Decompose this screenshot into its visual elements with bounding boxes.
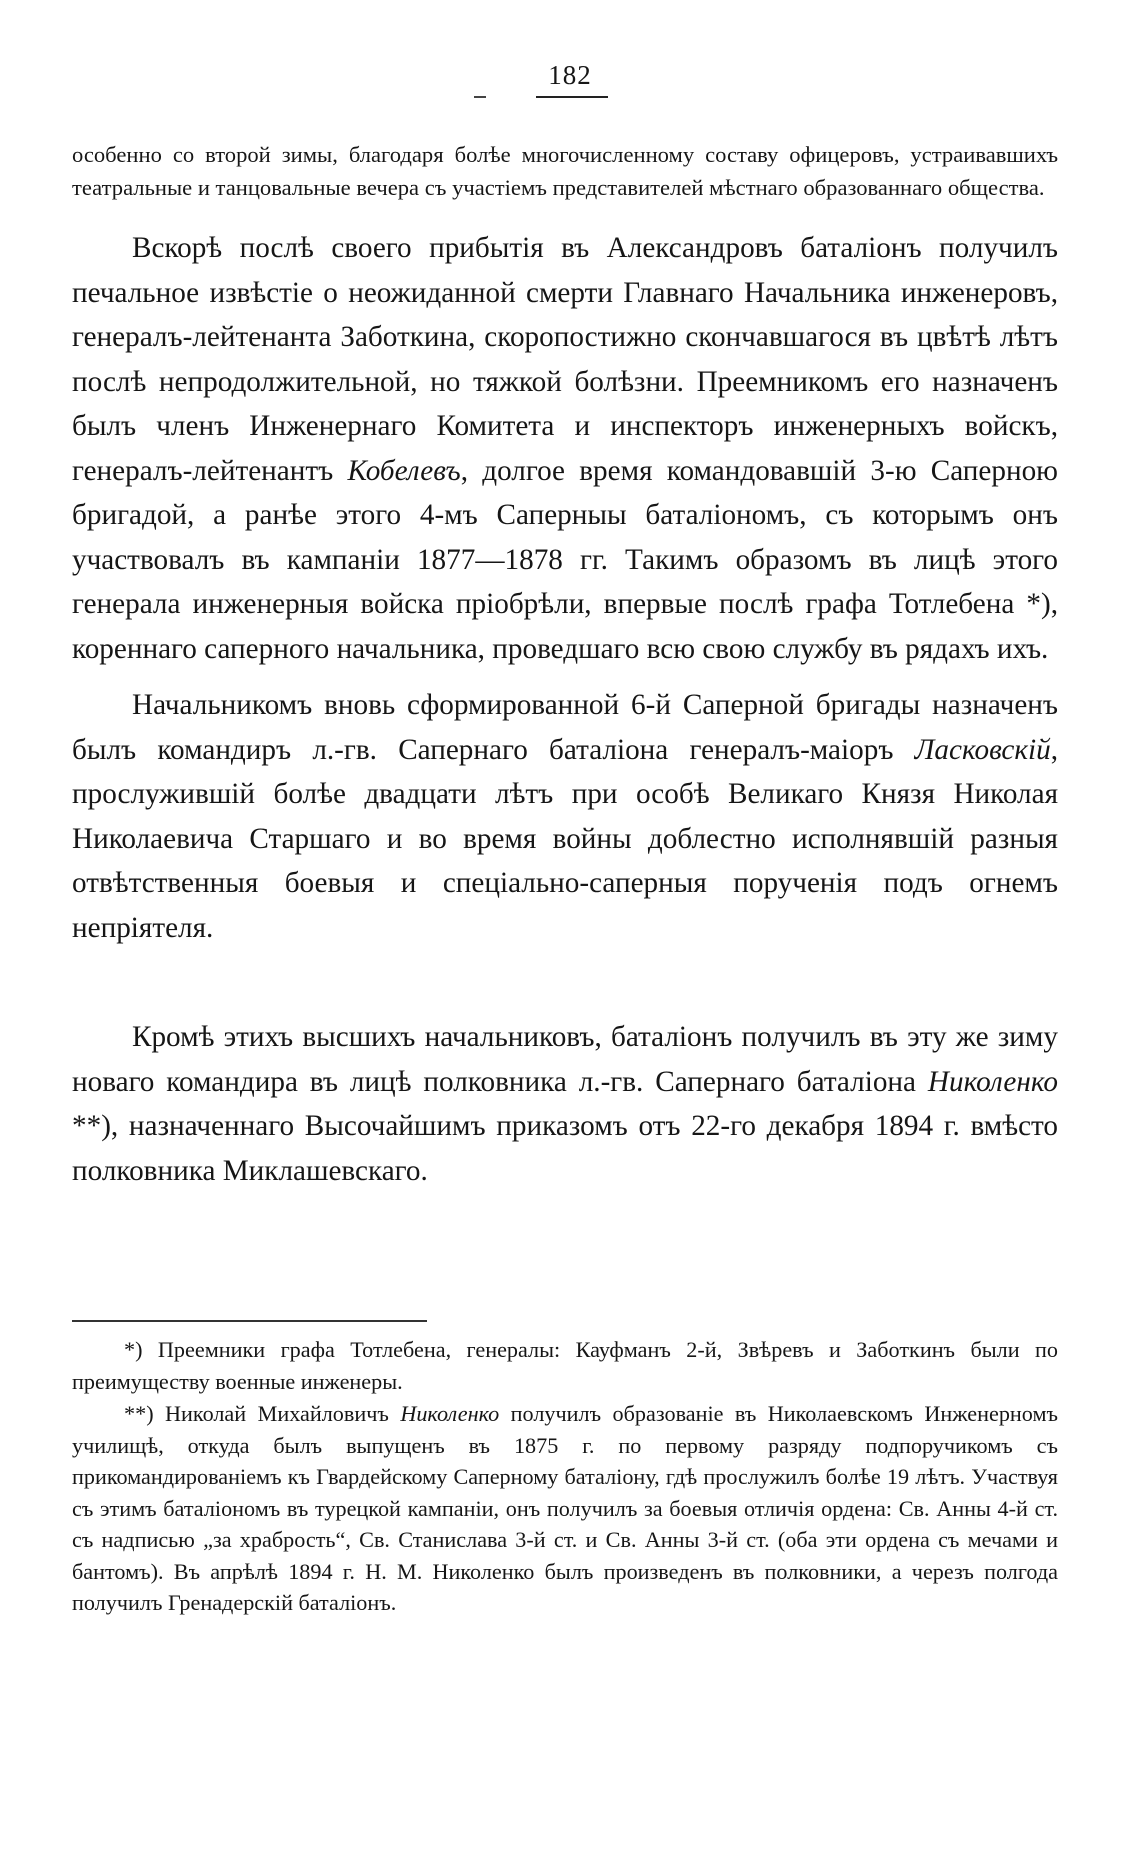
footnote-2 (72, 1398, 1058, 1619)
person-name-laskovsky: Ласковскій (914, 733, 1051, 766)
footnote-2-text-before: **) Николай Михайловичъ (124, 1401, 401, 1426)
paragraph-1-text-before: Вскорѣ послѣ своего прибытія въ Александровъ баталіонъ получилъ печальное извѣстіе о неожиданной смерти Главнаго Начальника инженеровъ, генералъ-лейтенанта Заботкина, скоропостижно скончавшагося въ цвѣтѣ лѣтъ послѣ непродолжительной, но тяжкой болѣзни. Преемникомъ его назначенъ былъ членъ Инженернаго Комитета и инспекторъ инженерныхъ войскъ, генералъ-лейтенантъ (72, 232, 1058, 487)
person-name-nikolenko: Николенко (927, 1065, 1058, 1098)
footnote-separator (72, 1320, 427, 1322)
paragraph-1-text-after: , долгое время командовавшій 3-ю Саперною бригадой, а ранѣе этого 4-мъ Саперныы баталіономъ, съ которымъ онъ участвовалъ въ кампаніи 1877—1878 гг. Такимъ образомъ въ лицѣ этого генерала инженерныя войска пріобрѣли, впервые послѣ графа Тотлебена *), кореннаго саперного начальника, проведшаго всю свою службу въ рядахъ ихъ. (72, 454, 1058, 665)
page-number: 182 (548, 60, 592, 90)
footnote-name-nikolenko: Николенко (400, 1401, 500, 1426)
person-name-kobelev: Кобелевъ (347, 454, 461, 487)
paragraph-3-text-before: Кромѣ этихъ высшихъ начальниковъ, баталіонъ получилъ въ эту же зиму новаго командира въ лицѣ полковника л.-гв. Сапернаго баталіона (72, 1021, 1058, 1098)
paragraph-2-text-before: Начальникомъ вновь сформированной 6-й Саперной бригады назначенъ былъ командиръ л.-гв. Сапернаго баталіона генералъ-маіоръ (72, 689, 1058, 766)
header-dash (474, 96, 486, 98)
footnote-2-text-after: получилъ образованіе въ Николаевскомъ Инженерномъ училищѣ, откуда былъ выпущенъ въ 1875 г. по первому разряду подпоручикомъ съ прикомандированіемъ къ Гвардейскому Саперному баталіону, гдѣ прослужилъ болѣе 19 лѣтъ. Участвуя съ этимъ баталіономъ въ турецкой кампаніи, онъ получилъ за боевыя отличія ордена: Св. Анны 4-й ст. съ надписью „за храбрость“, Св. Станислава 3-й ст. и Св. Анны 3-й ст. (оба эти ордена съ мечами и бантомъ). Въ апрѣлѣ 1894 г. Н. М. Николенко былъ произведенъ въ полковники, а черезъ полгода получилъ Гренадерскій баталіонъ. (72, 1401, 1058, 1615)
paragraph-1 (72, 226, 1058, 671)
footnote-1 (72, 1334, 1058, 1397)
paragraph-2 (72, 683, 1058, 950)
page-number-rule (536, 96, 608, 98)
footnote-1-text: *) Преемники графа Тотлебена, генералы: Кауфманъ 2-й, Звѣревъ и Заботкинъ были по преимуществу военные инженеры. (72, 1337, 1058, 1394)
continued-paragraph: особенно со второй зимы, благодаря болѣе многочисленному составу офицеровъ, устраивавшихъ театральные и танцовальные вечера съ участіемъ представителей мѣстнаго образованнаго общества. (72, 142, 1058, 200)
paragraph-2-text-after: , прослужившій болѣе двадцати лѣтъ при особѣ Великаго Князя Николая Николаевича Старшаго и во время войны доблестно исполнявшій разныя отвѣтственныя боевыя и спеціально-саперныя порученія подъ огнемъ непріятеля. (72, 733, 1058, 944)
paragraph-3-text-after: **), назначеннаго Высочайшимъ приказомъ отъ 22-го декабря 1894 г. вмѣсто полковника Миклашевскаго. (72, 1110, 1058, 1187)
paragraph-3 (72, 1015, 1058, 1193)
